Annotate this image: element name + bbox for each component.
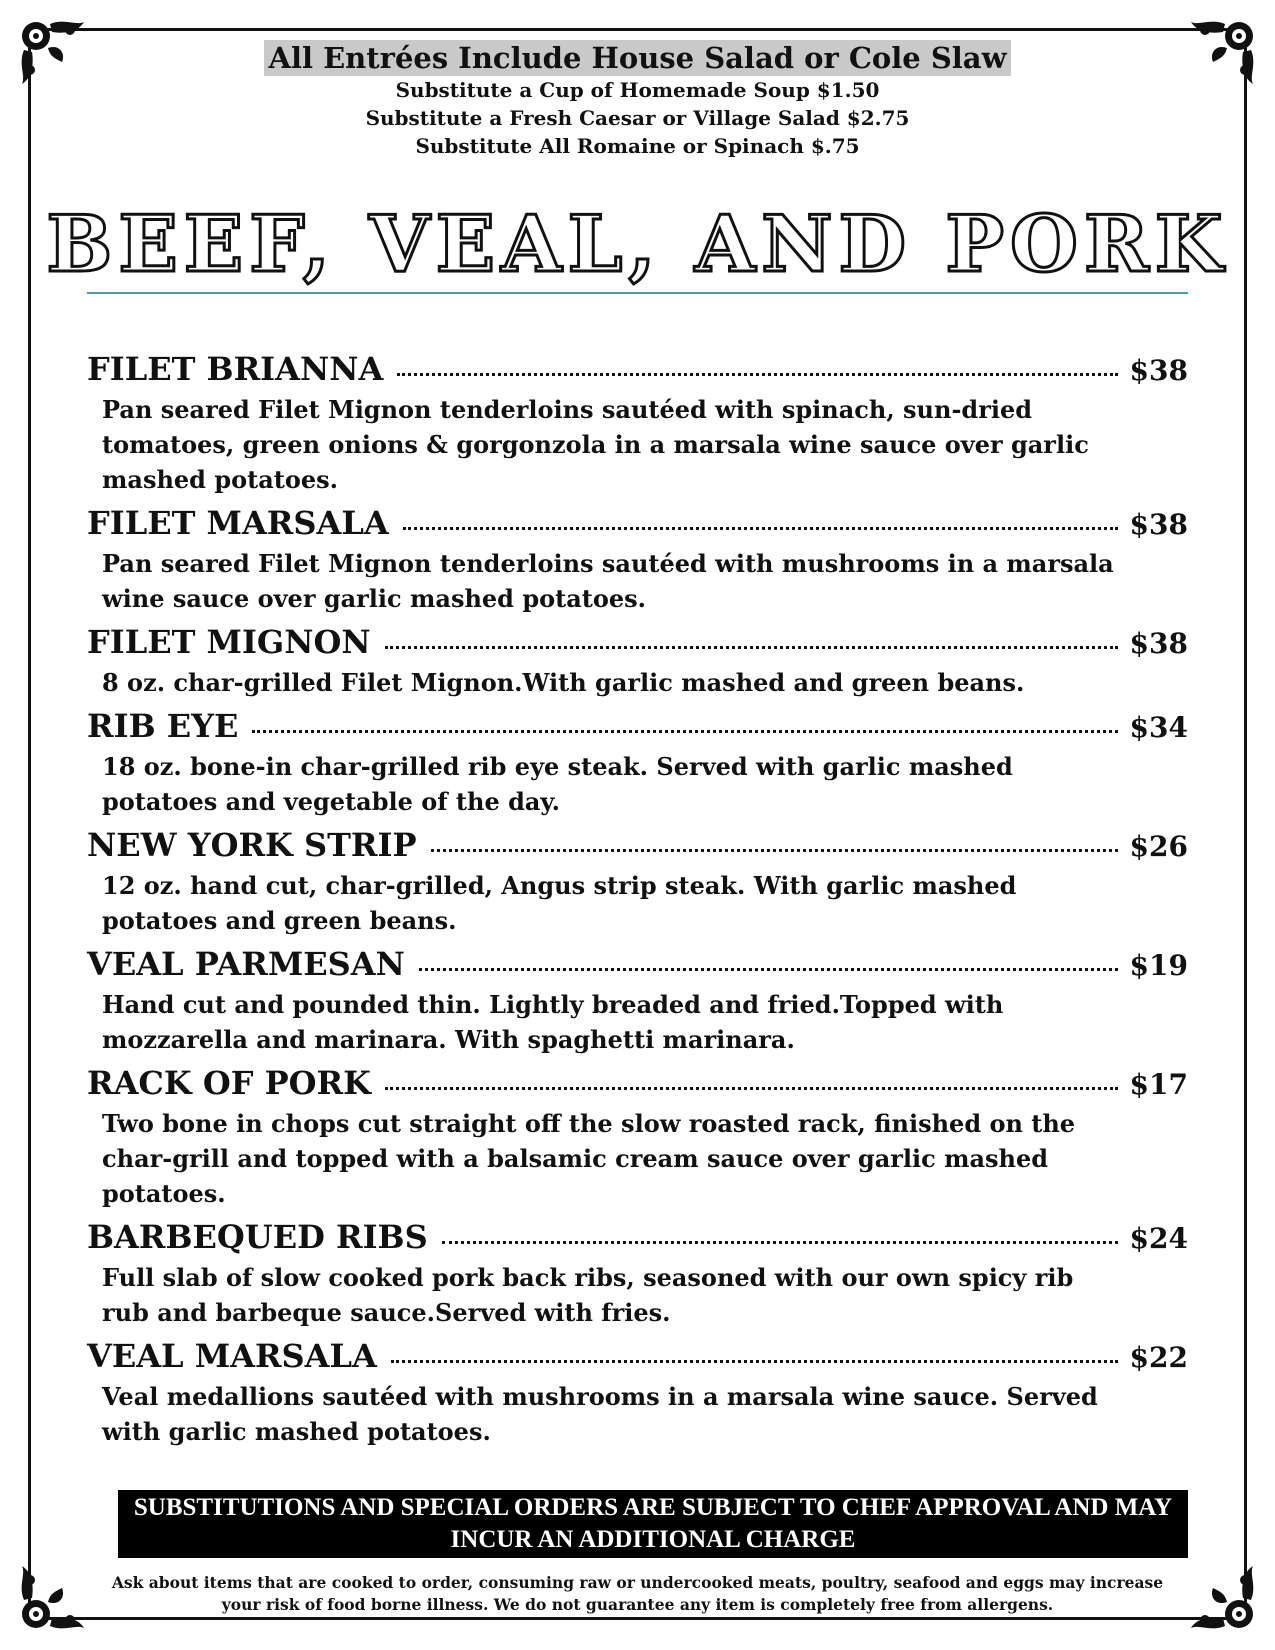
menu-item-price: $38 (1129, 627, 1188, 660)
menu-item (87, 1218, 1188, 1330)
dot-leader (403, 527, 1118, 530)
substitution-line: Substitute All Romaine or Spinach $.75 (415, 134, 860, 158)
menu-item-name: RACK OF PORK (87, 1064, 371, 1102)
menu-item-price: $19 (1129, 949, 1188, 982)
menu-item-price: $38 (1129, 508, 1188, 541)
chef-approval-warning: SUBSTITUTIONS AND SPECIAL ORDERS ARE SUBJECT TO CHEF APPROVAL AND MAY INCUR AN ADDITIONAL CHARGE (118, 1490, 1188, 1558)
menu-item-price: $17 (1129, 1068, 1188, 1101)
menu-item-name: FILET MIGNON (87, 623, 371, 661)
menu-item (87, 1064, 1188, 1211)
dot-leader (385, 646, 1118, 649)
substitution-line: Substitute a Fresh Caesar or Village Salad $2.75 (365, 106, 910, 130)
menu-item (87, 504, 1188, 616)
menu-item-price: $26 (1129, 830, 1188, 863)
menu-item-description: 12 oz. hand cut, char-grilled, Angus strip steak. With garlic mashed potatoes and green beans. (102, 871, 1017, 935)
dot-leader (385, 1087, 1118, 1090)
dot-leader (252, 730, 1117, 733)
menu-item-description: Full slab of slow cooked pork back ribs, seasoned with our own spicy rib rub and barbeque sauce.Served with fries. (102, 1263, 1074, 1327)
menu-item-name: NEW YORK STRIP (87, 826, 417, 864)
menu-item-name: BARBEQUED RIBS (87, 1218, 428, 1256)
menu-item (87, 945, 1188, 1057)
menu-item-name: RIB EYE (87, 707, 239, 745)
dot-leader (391, 1360, 1118, 1363)
menu-item-description: Hand cut and pounded thin. Lightly breaded and fried.Topped with mozzarella and marinara. With spaghetti marinara. (102, 990, 1004, 1054)
substitution-line: Substitute a Cup of Homemade Soup $1.50 (395, 78, 880, 102)
menu-item (87, 623, 1188, 700)
menu-item-price: $38 (1129, 354, 1188, 387)
floral-corner-ornament-icon (14, 1552, 98, 1636)
dot-leader (431, 849, 1118, 852)
food-safety-disclaimer: Ask about items that are cooked to order, consuming raw or undercooked meats, poultry, seafood and eggs may increase your risk of food borne illness. We do not guarantee any item is completely free from allergens. (111, 1573, 1164, 1614)
menu-item-price: $22 (1129, 1341, 1188, 1374)
menu-item-description: 18 oz. bone-in char-grilled rib eye steak. Served with garlic mashed potatoes and vegetable of the day. (102, 752, 1013, 816)
menu-item-list (87, 350, 1188, 1456)
menu-item (87, 1337, 1188, 1449)
menu-item-description: 8 oz. char-grilled Filet Mignon.With garlic mashed and green beans. (102, 668, 1025, 697)
section-divider (87, 292, 1188, 294)
menu-item-price: $34 (1129, 711, 1188, 744)
menu-item-description: Two bone in chops cut straight off the slow roasted rack, finished on the char-grill and topped with a balsamic cream sauce over garlic mashed potatoes. (102, 1109, 1076, 1208)
dot-leader (442, 1241, 1118, 1244)
menu-item-name: FILET MARSALA (87, 504, 389, 542)
menu-item (87, 826, 1188, 938)
menu-item-description: Pan seared Filet Mignon tenderloins sautéed with spinach, sun-dried tomatoes, green onions & gorgonzola in a marsala wine sauce over garlic mashed potatoes. (102, 395, 1089, 494)
entree-info-header (0, 40, 1275, 160)
menu-item-name: FILET BRIANNA (87, 350, 384, 388)
entree-include-title: All Entrées Include House Salad or Cole Slaw (264, 40, 1010, 76)
menu-item-description: Veal medallions sautéed with mushrooms in a marsala wine sauce. Served with garlic mashed potatoes. (102, 1382, 1098, 1446)
menu-item (87, 350, 1188, 497)
menu-item-description: Pan seared Filet Mignon tenderloins sautéed with mushrooms in a marsala wine sauce over garlic mashed potatoes. (102, 549, 1114, 613)
menu-item (87, 707, 1188, 819)
section-title: BEEF, VEAL, AND PORK (46, 199, 1229, 290)
floral-corner-ornament-icon (1177, 1552, 1261, 1636)
dot-leader (397, 373, 1117, 376)
menu-item-price: $24 (1129, 1222, 1188, 1255)
menu-item-name: VEAL PARMESAN (87, 945, 405, 983)
dot-leader (419, 968, 1118, 971)
menu-item-name: VEAL MARSALA (87, 1337, 377, 1375)
